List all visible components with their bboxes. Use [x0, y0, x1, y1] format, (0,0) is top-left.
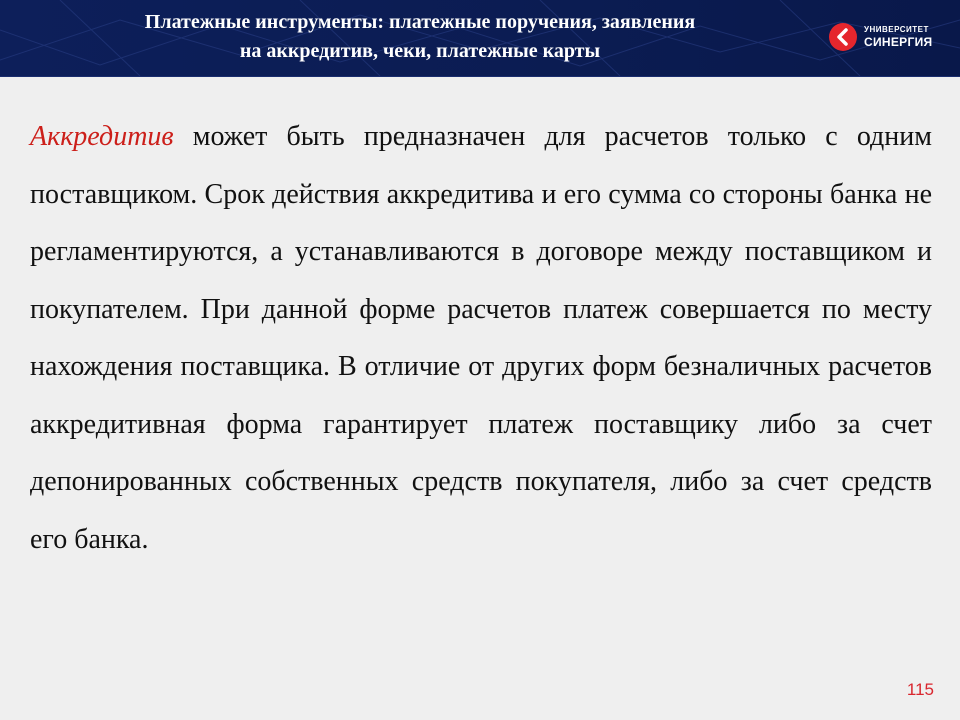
synergy-logo-icon [828, 22, 858, 52]
logo-text-line-1: УНИВЕРСИТЕТ [864, 25, 929, 34]
slide-title-line-1: Платежные инструменты: платежные поручения, заявления [144, 11, 696, 33]
university-logo [828, 20, 948, 58]
page-number: 115 [906, 680, 934, 699]
highlighted-term: Аккредитив [30, 121, 174, 152]
slide-body-paragraph [30, 108, 932, 568]
paragraph-text: может быть предназначен для расчетов только с одним поставщиком. Срок действия аккредитива и его сумма со стороны банка не регламентируются, а устанавливаются в договоре между поставщиком и покупателем. При данной форме расчетов платеж совершается по месту нахождения поставщика. В отличие от других форм безналичных расчетов аккредитивная форма гарантирует платеж поставщику либо за счет депонированных собственных средств покупателя, либо за счет средств его банка. [30, 121, 932, 555]
slide-header [0, 0, 960, 77]
slide-title-line-2: на аккредитив, чеки, платежные карты [239, 40, 601, 62]
slide-title [30, 8, 810, 66]
logo-text-line-2: СИНЕРГИЯ [864, 35, 933, 49]
